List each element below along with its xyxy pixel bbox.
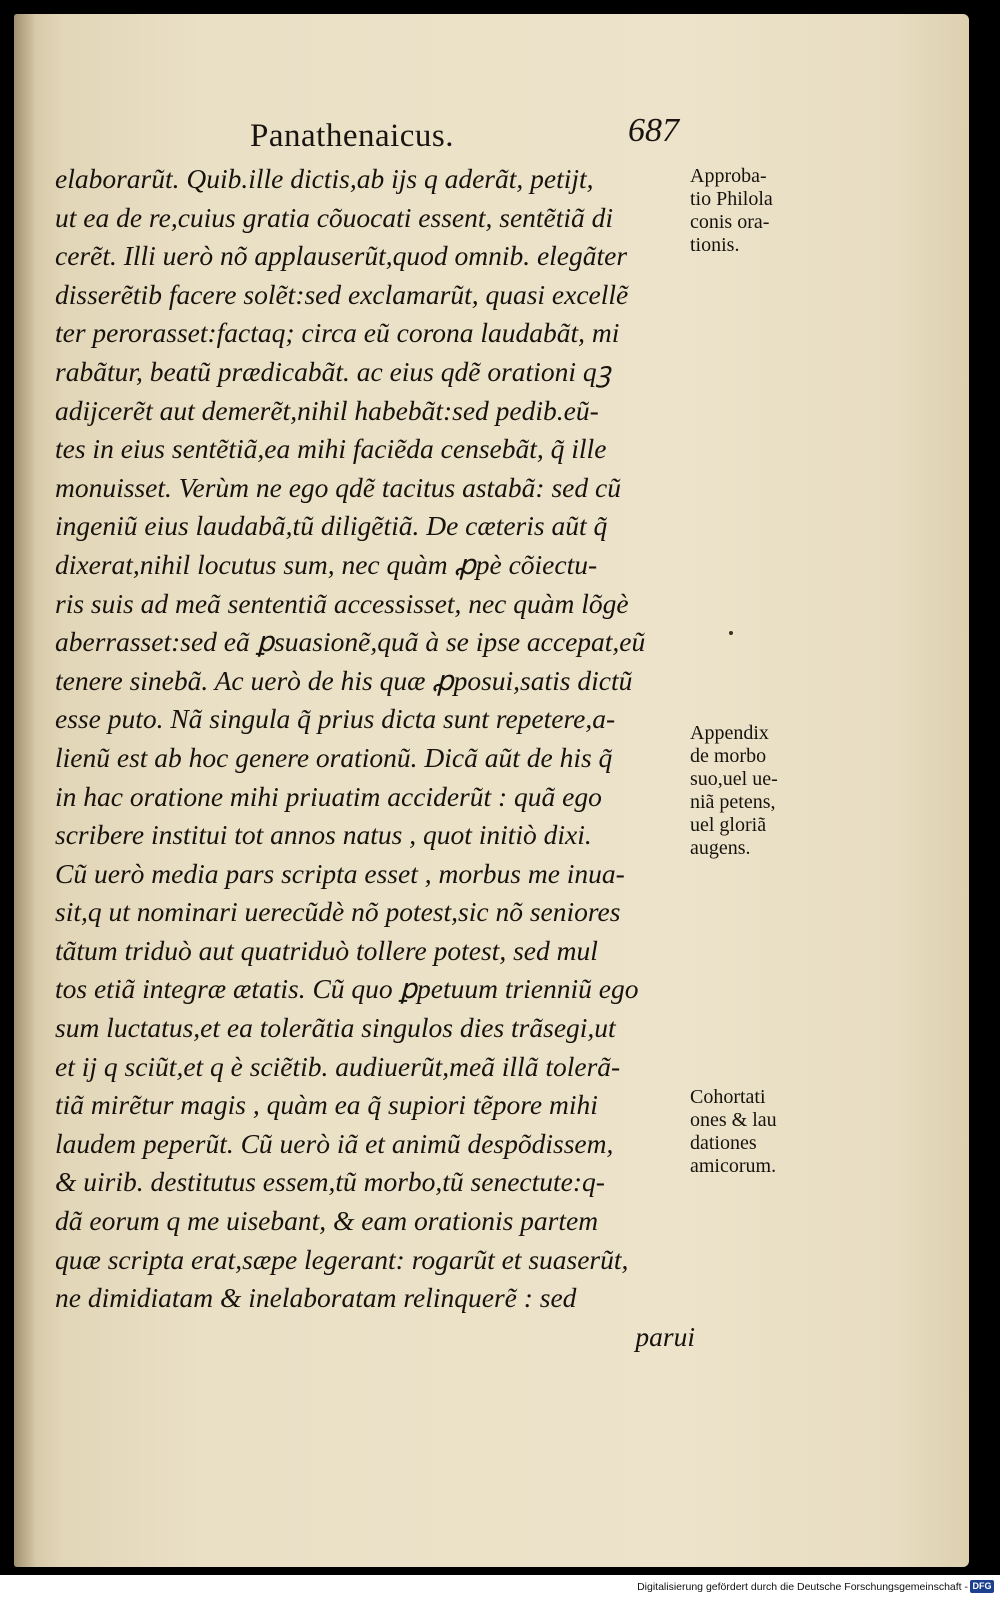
marginal-note-appendix	[690, 722, 820, 860]
marginal-note-line: Cohortati	[690, 1086, 766, 1108]
text-line: dixerat,nihil locutus sum, nec quàm ꝓpè cõiectu-	[55, 548, 598, 580]
text-line: ut ea de re,cuius gratia cõuocati essent, sentẽtiã di	[55, 201, 614, 233]
text-line: tiã mirẽtur magis , quàm ea q̃ supiori tẽpore mihi	[55, 1089, 598, 1121]
marginal-note-line: Approba-	[690, 165, 767, 187]
marginal-note-line: uel gloriã	[690, 814, 767, 836]
body-text	[55, 160, 695, 1356]
text-line: disserẽtib facere solẽt:sed exclamarũt, quasi excellẽ	[55, 278, 629, 310]
text-line: elaborarũt. Quib.ille dictis,ab ijs q aderãt, petijt,	[55, 163, 594, 194]
marginal-note-line: Appendix	[690, 722, 769, 744]
text-line: et ij q sciũt,et q è sciẽtib. audiuerũt,meã illã tolerã-	[55, 1050, 621, 1082]
text-line: sum luctatus,et ea tolerãtia singulos dies trãsegi,ut	[55, 1012, 616, 1044]
marginal-note-cohortationes	[690, 1086, 820, 1178]
text-line: monuisset. Verùm ne ego qdẽ tacitus astabã: sed cũ	[55, 471, 621, 503]
text-line: adijcerẽt aut demerẽt,nihil habebãt:sed pedib.eũ-	[55, 394, 599, 426]
marginal-note-line: suo,uel ue-	[690, 768, 778, 790]
marginal-note-line: conis ora-	[690, 211, 770, 233]
text-line: tãtum triduò aut quatriduò tollere potest, sed mul	[55, 934, 598, 966]
text-line: tes in eius sentẽtiã,ea mihi faciẽda censebãt, q̃ ille	[55, 433, 607, 465]
marginal-note-approbatio	[690, 165, 820, 257]
text-line: ne dimidiatam & inelaboratam relinquerẽ : sed	[55, 1282, 577, 1314]
text-line: scribere institui tot annos natus , quot initiò dixi.	[55, 819, 592, 851]
text-line: Cũ uerò media pars scripta esset , morbus me inua-	[55, 857, 625, 889]
marginal-note-line: de morbo	[690, 745, 767, 767]
dfg-logo: DFG	[970, 1580, 994, 1593]
text-line: sit,q ut nominari uerecũdè nõ potest,sic nõ seniores	[55, 896, 621, 928]
marginal-note-line: tio Philola	[690, 188, 773, 210]
marginal-note-line: ones & lau	[690, 1109, 777, 1131]
page-number: 687	[628, 112, 679, 149]
text-line: rabãtur, beatũ prædicabãt. ac eius qdẽ orationi qꝫ	[55, 355, 611, 387]
marginal-note-line: niã petens,	[690, 791, 776, 813]
marginal-note-line: amicorum.	[690, 1155, 777, 1177]
text-line: aberrasset:sed eã ꝑsuasionẽ,quã à se ipse accepat,eũ	[55, 626, 646, 658]
text-line: ter perorasset:factaq; circa eũ corona laudabãt, mi	[55, 317, 620, 349]
marginal-note-line: tionis.	[690, 234, 740, 256]
text-line: lienũ est ab hoc genere orationũ. Dicã aũt de his q̃	[55, 741, 613, 773]
ink-speck	[729, 631, 733, 635]
marginal-note-line: augens.	[690, 837, 751, 859]
text-line: dã eorum q me uisebant, & eam orationis partem	[55, 1205, 599, 1237]
text-line: esse puto. Nã singula q̃ prius dicta sunt repetere,a-	[55, 703, 616, 735]
text-line: laudem peperũt. Cũ uerò iã et animũ despõdissem,	[55, 1127, 614, 1159]
digitization-credit: Digitalisierung gefördert durch die Deutsche Forschungsgemeinschaft -	[637, 1581, 968, 1593]
catchword: parui	[635, 1320, 695, 1352]
text-line: cerẽt. Illi uerò nõ applauserũt,quod omnib. elegãter	[55, 240, 628, 272]
marginal-note-line: dationes	[690, 1132, 757, 1154]
gutter-shadow	[14, 14, 36, 1567]
text-line: tenere sinebã. Ac uerò de his quæ ꝓposui,satis dictũ	[55, 664, 633, 696]
text-line: in hac oratione mihi priuatim acciderũt : quã ego	[55, 780, 602, 812]
text-line: & uirib. destitutus essem,tũ morbo,tũ senectute:q-	[55, 1166, 605, 1198]
running-head: Panathenaicus.	[250, 118, 455, 154]
text-line: tos etiã integræ ætatis. Cũ quo ꝑpetuum trienniũ ego	[55, 973, 639, 1005]
text-line: ingeniũ eius laudabã,tũ diligẽtiã. De cæteris aũt q̃	[55, 510, 608, 542]
text-line: quæ scripta erat,sæpe legerant: rogarũt et suaserũt,	[55, 1243, 629, 1275]
text-line: ris suis ad meã sententiã accessisset, nec quàm lõgè	[55, 587, 629, 619]
